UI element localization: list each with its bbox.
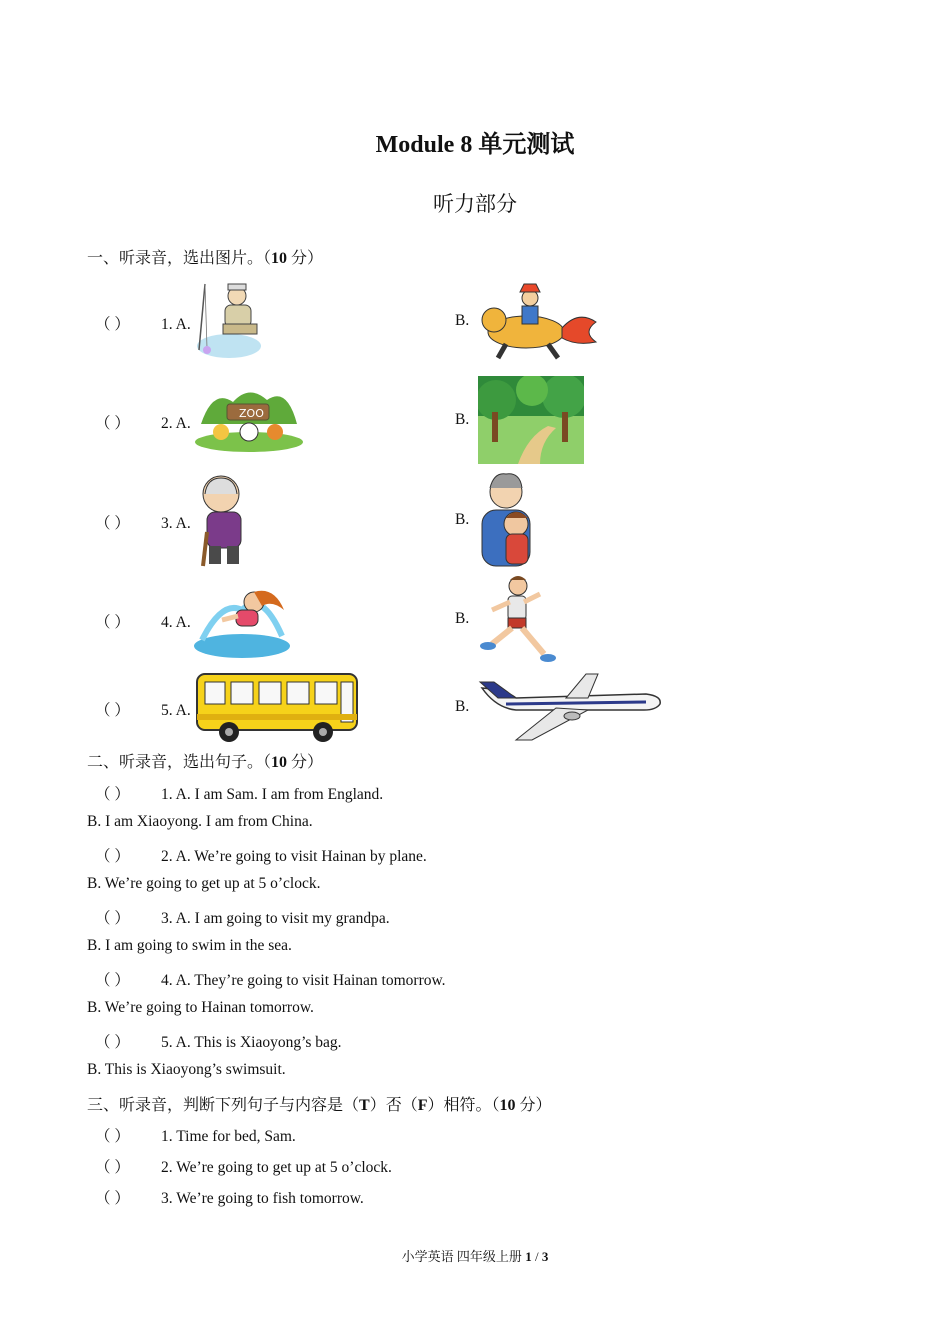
section2-heading [87,749,323,772]
option-b-label: B. [455,411,470,428]
option-b-text: B. We’re going to Hainan tomorrow. [87,999,314,1016]
answer-bracket[interactable]: （ ） [95,515,130,532]
option-b-text: B. We’re going to get up at 5 o’clock. [87,875,321,892]
sentence-question-4 [95,968,446,990]
swimming-girl-icon [192,580,292,660]
answer-bracket[interactable]: （ ） [95,702,130,719]
question-label: 2. A. [161,415,191,432]
option-b-text: B. I am Xiaoyong. I am from China. [87,813,313,830]
answer-bracket[interactable]: （ ） [95,848,130,865]
bus-icon [193,670,361,744]
section1-heading [87,245,323,268]
picture-question-4 [95,610,191,632]
airplane-icon [476,668,662,744]
option-a-text: 4. A. They’re going to visit Hainan tomorrow. [161,972,446,989]
option-a-text: 2. A. We’re going to visit Hainan by plane. [161,848,427,865]
forest-path-icon [478,376,584,464]
heading-text: 三、听录音，判断下列句子与内容是（ [87,1097,360,1114]
answer-bracket[interactable]: （ ） [95,1128,130,1145]
question-label: 4. A. [161,614,191,631]
option-b-label: B. [455,698,470,715]
option-b-label: B. [455,610,470,627]
heading-points: 10 [271,754,288,771]
heading-end: 分） [515,1097,552,1114]
section3-heading [87,1092,552,1115]
fishing-old-man-icon [193,278,265,360]
option-b-text: B. I am going to swim in the sea. [87,937,292,954]
option-b-label: B. [455,312,470,329]
heading-mid2: ）相符。（ [427,1097,500,1114]
page-number: 1 [525,1249,532,1264]
option-a-text: 5. A. This is Xiaoyong’s bag. [161,1034,342,1051]
statement-text: 1. Time for bed, Sam. [161,1128,296,1145]
page-title: Module 8 单元测试 [375,132,575,158]
option-a-text: 1. A. I am Sam. I am from England. [161,786,384,803]
picture-question-3 [95,511,191,533]
answer-bracket[interactable]: （ ） [95,972,130,989]
statement-text: 3. We’re going to fish tomorrow. [161,1190,364,1207]
grandma-hug-icon [476,470,538,570]
grandpa-icon [193,472,257,568]
judge-question-1 [95,1124,296,1146]
picture-question-1 [95,312,191,334]
option-a-text: 3. A. I am going to visit my grandpa. [161,910,390,927]
option-b-text: B. This is Xiaoyong’s swimsuit. [87,1061,286,1078]
heading-true-mark: T [359,1097,370,1114]
heading-end: 分） [287,754,324,771]
answer-bracket[interactable]: （ ） [95,1034,130,1051]
sentence-question-1 [95,782,383,804]
answer-bracket[interactable]: （ ） [95,786,130,803]
answer-bracket[interactable]: （ ） [95,316,130,333]
page-total: 3 [541,1249,549,1264]
page-footer [0,1246,950,1265]
horse-rider-icon [478,280,600,362]
svg-text:ZOO: ZOO [239,407,264,420]
answer-bracket[interactable]: （ ） [95,614,130,631]
heading-text: 二、听录音，选出句子。（ [87,754,272,771]
judge-question-3 [95,1186,364,1208]
zoo-icon [193,384,305,454]
question-label: 1. A. [161,316,191,333]
question-label: 5. A. [161,702,191,719]
section-subtitle: 听力部分 [433,192,517,216]
picture-question-2 [95,411,191,433]
running-man-icon [478,574,556,664]
sentence-question-5 [95,1030,342,1052]
answer-bracket[interactable]: （ ） [95,415,130,432]
heading-false-mark: F [417,1097,428,1114]
answer-bracket[interactable]: （ ） [95,910,130,927]
footer-text: 小学英语 四年级上册 [401,1249,526,1264]
statement-text: 2. We’re going to get up at 5 o’clock. [161,1159,392,1176]
answer-bracket[interactable]: （ ） [95,1190,130,1207]
option-b-label: B. [455,511,470,528]
answer-bracket[interactable]: （ ） [95,1159,130,1176]
heading-mid: ）否（ [369,1097,418,1114]
heading-points: 10 [499,1097,516,1114]
sentence-question-2 [95,844,427,866]
heading-end: 分） [287,250,324,267]
heading-text: 一、听录音，选出图片。（ [87,250,272,267]
sentence-question-3 [95,906,390,928]
question-label: 3. A. [161,515,191,532]
heading-points: 10 [271,250,288,267]
picture-question-5 [95,698,191,720]
page-separator: / [531,1249,542,1264]
judge-question-2 [95,1155,392,1177]
